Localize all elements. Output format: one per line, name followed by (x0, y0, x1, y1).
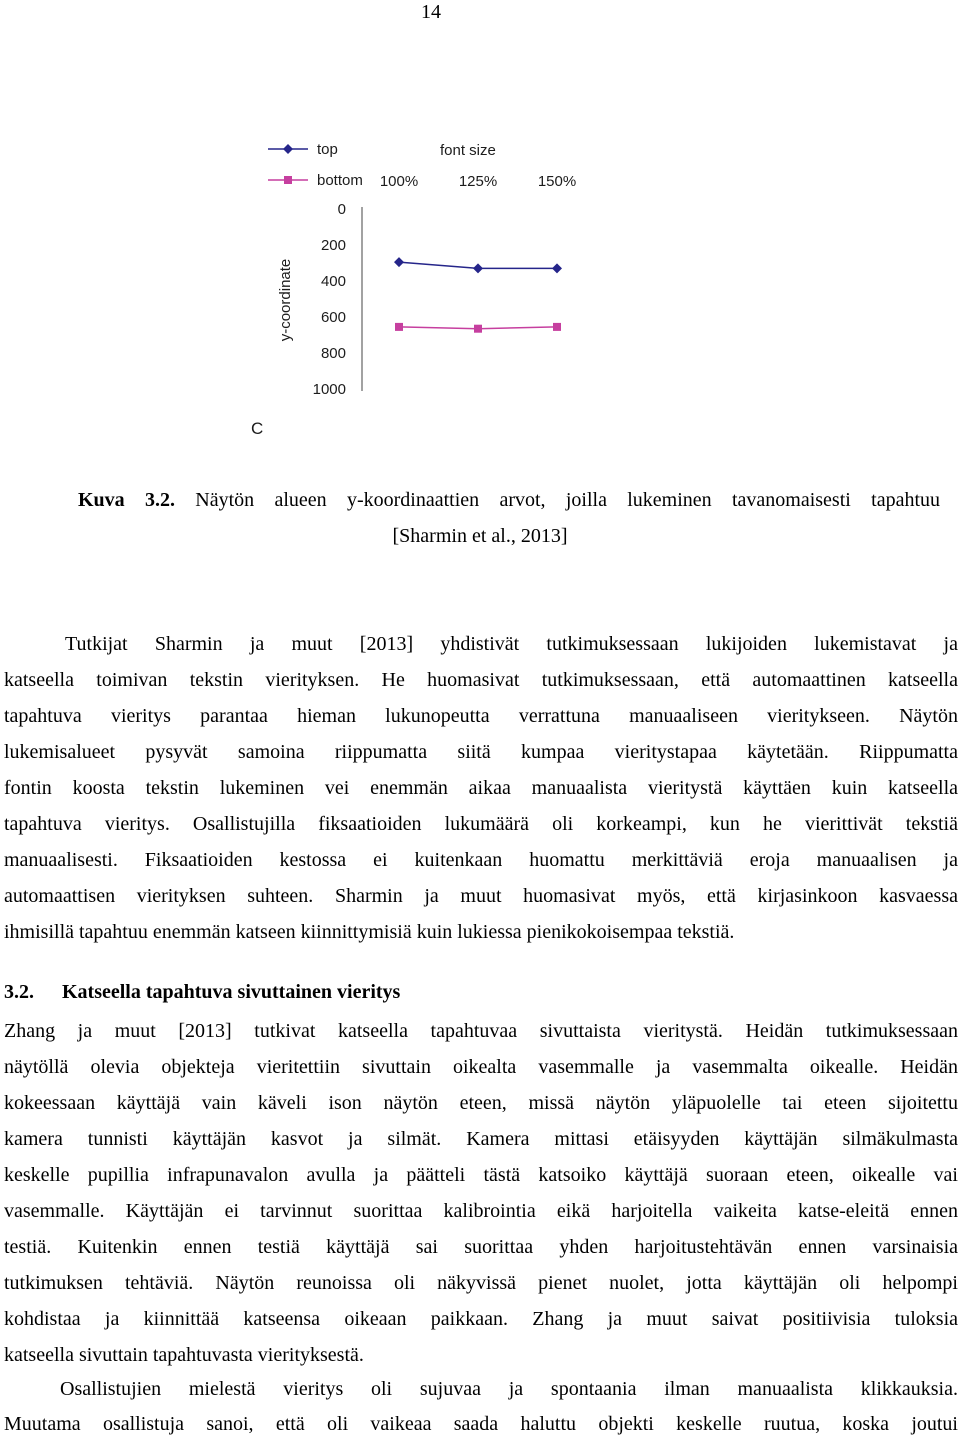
text-line-content: ihmisillä tapahtuu enemmän katseen kiinnittymisiä kuin lukiessa pienikokoisempaa tekstiä. (4, 921, 735, 943)
text-line-content: fontin koosta tekstin lukeminen vei enemmän aikaa manuaalista vieritystä käyttäen kuin katseella (4, 777, 958, 799)
text-line (4, 1407, 958, 1442)
x-category-label: 125% (458, 173, 498, 190)
section-title: Katseella tapahtuva sivuttainen vieritys (62, 981, 401, 1003)
text-line (4, 1049, 958, 1085)
text-line-content: vasemmalle. Käyttäjän ei tarvinnut suorittaa kalibrointia eikä harjoitella vaikeita katse-eleitä ennen (4, 1200, 958, 1222)
paragraph-3 (4, 1372, 958, 1442)
y-axis-title: y-coordinate (277, 258, 294, 342)
section-number: 3.2. (4, 981, 34, 1003)
text-line (4, 1301, 958, 1337)
figure-caption-content (78, 489, 940, 511)
text-line-content: tapahtuva vieritys. Osallistujilla fiksaatioiden lukumäärä oli korkeampi, kun he vierittivät tekstiä (4, 813, 958, 835)
paragraph-1 (4, 626, 958, 950)
x-category-label: 100% (379, 173, 419, 190)
page-number: 14 (421, 1, 441, 23)
caption-source: [Sharmin et al., 2013] (392, 525, 568, 547)
point-top-2 (473, 263, 483, 273)
header-label: font size (440, 142, 496, 159)
y-tick-label: 200 (320, 237, 346, 254)
text-line (4, 806, 958, 842)
text-line-content: tutkimuksen tehtäviä. Näytön reunoissa oli näkyvissä pienet nuolet, jotta käyttäjän oli helpompi (4, 1272, 958, 1294)
text-line (4, 1193, 958, 1229)
text-line-content: Zhang ja muut [2013] tutkivat katseella tapahtuvaa sivuttaista vieritystä. Heidän tutkimuksessaan (4, 1020, 958, 1042)
text-line (4, 626, 958, 662)
panel-label: C (251, 419, 264, 438)
text-line-content: Tutkijat Sharmin ja muut [2013] yhdistivät tutkimuksessaan lukijoiden lukemistavat ja (65, 633, 958, 655)
text-line (4, 842, 958, 878)
paragraph-2 (4, 1013, 958, 1373)
text-line (4, 770, 958, 806)
text-line (4, 698, 958, 734)
legend-label-top: top (317, 141, 338, 158)
figure-caption (78, 482, 940, 518)
text-line-content: Osallistujien mielestä vieritys oli sujuvaa ja spontaania ilman manuaalista klikkauksia. (60, 1378, 958, 1400)
legend-marker-top (283, 144, 293, 154)
y-tick-label: 400 (320, 273, 346, 290)
y-tick-label: 0 (337, 201, 346, 218)
text-line-content: tapahtuva vieritys parantaa hieman lukunopeutta verrattuna manuaaliseen vieritykseen. Näytön (4, 705, 958, 727)
text-line-content: keskelle pupillia infrapunavalon avulla ja päätteli tästä katsoiko käyttäjä suoraan eteen, oikealle vai (4, 1164, 958, 1186)
x-category-label: 150% (537, 173, 577, 190)
text-line-content: manuaalisesti. Fiksaatioiden kestossa ei kuitenkaan huomattu merkittäviä eroja manuaalisen ja (4, 849, 958, 871)
figure-chart (0, 0, 960, 460)
point-top-3 (552, 263, 562, 273)
text-line-content: Muutama osallistuja sanoi, että oli vaikeaa saada haluttu objekti keskelle ruutua, koska joutui (4, 1413, 958, 1435)
text-line (4, 914, 958, 950)
text-line-content: katseella sivuttain tapahtuvasta vierityksestä. (4, 1344, 364, 1366)
section-heading (4, 974, 958, 1010)
text-line (4, 1229, 958, 1265)
y-tick-label: 1000 (312, 381, 346, 398)
text-line (4, 1157, 958, 1193)
text-line-content: näytöllä olevia objekteja vieritettiin sivuttain oikealta vasemmalle ja vasemmalta oikealle. Heidän (4, 1056, 958, 1078)
text-line (4, 662, 958, 698)
text-line (4, 1265, 958, 1301)
text-line (4, 1337, 958, 1373)
y-tick-label: 600 (320, 309, 346, 326)
legend-marker-bottom (284, 176, 292, 184)
text-line-content: kohdistaa ja kiinnittää katseensa oikeaan paikkaan. Zhang ja muut saivat positiivisia tuloksia (4, 1308, 958, 1330)
point-top-1 (394, 257, 404, 267)
text-line-content: lukemisalueet pysyvät samoina riippumatta siitä kumpaa vieritystapaa käytetään. Riippumatta (4, 741, 958, 763)
caption-text: Näytön alueen y-koordinaattien arvot, joilla lukeminen tavanomaisesti tapahtuu (195, 489, 940, 511)
point-bottom-1 (395, 323, 403, 331)
point-bottom-2 (474, 325, 482, 333)
text-line (4, 1013, 958, 1049)
text-line-content: katseella toimivan tekstin vierityksen. He huomasivat tutkimuksessaan, että automaattinen katseella (4, 669, 958, 691)
legend-label-bottom: bottom (317, 172, 363, 189)
text-line-content: kamera tunnisti käyttäjän kasvot ja silmät. Kamera mittasi etäisyyden käyttäjän silmäkulmasta (4, 1128, 958, 1150)
y-tick-label: 800 (320, 345, 346, 362)
text-line-content: automaattisen vierityksen suhteen. Sharmin ja muut huomasivat myös, että kirjasinkoon kasvaessa (4, 885, 958, 907)
text-line (4, 1372, 958, 1407)
text-line (4, 878, 958, 914)
text-line (4, 1121, 958, 1157)
text-line-content: kokeessaan käyttäjä vain käveli ison näytön eteen, missä näytön yläpuolelle tai eteen sijoitettu (4, 1092, 958, 1114)
text-line (4, 734, 958, 770)
text-line-content: testiä. Kuitenkin ennen testiä käyttäjä sai suorittaa yhden harjoitustehtävän ennen varsinaisia (4, 1236, 958, 1258)
point-bottom-3 (553, 323, 561, 331)
caption-label: Kuva 3.2. (78, 489, 175, 511)
text-line (4, 1085, 958, 1121)
